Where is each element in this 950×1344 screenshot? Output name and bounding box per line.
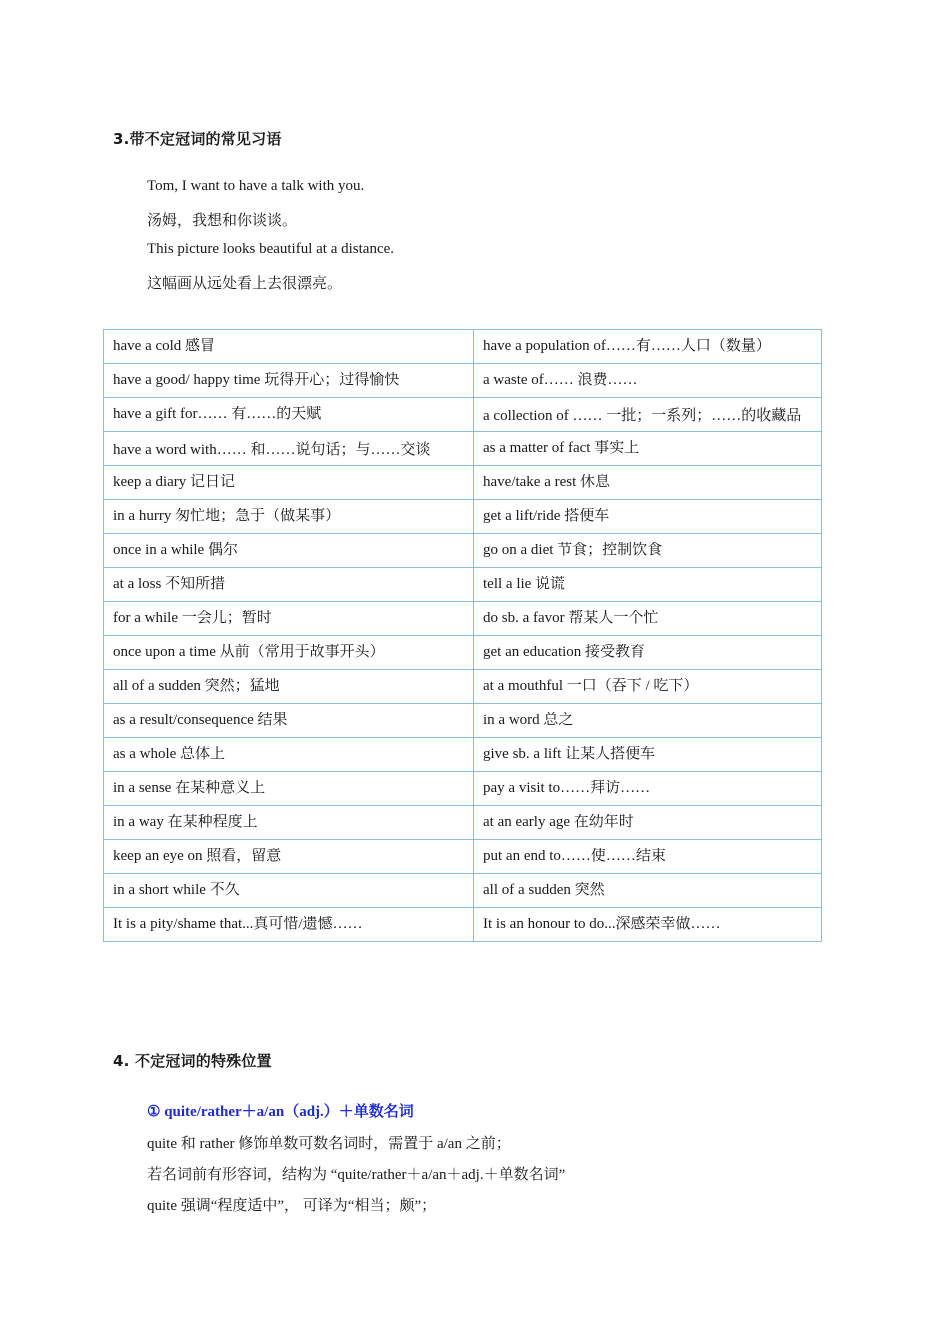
table-row <box>104 500 822 534</box>
idiom-cell-right <box>474 432 822 466</box>
table-row <box>104 670 822 704</box>
idiom-text: give sb. a lift 让某人搭便车 <box>483 746 656 762</box>
section-4-heading: 4. 不定冠词的特殊位置 <box>113 1052 272 1070</box>
idiom-table-body <box>104 330 822 942</box>
idiom-text: in a word 总之 <box>483 712 574 728</box>
idiom-cell-right <box>474 364 822 398</box>
idiom-text: put an end to……使……结束 <box>483 848 666 864</box>
idiom-text: get an education 接受教育 <box>483 644 646 660</box>
idiom-text: get a lift/ride 搭便车 <box>483 508 610 524</box>
idiom-text: at an early age 在幼年时 <box>483 814 634 830</box>
table-row <box>104 704 822 738</box>
table-row <box>104 398 822 432</box>
section-4-subheading: ① quite/rather＋a/an（adj.）＋单数名词 <box>147 1104 414 1120</box>
idiom-text: a collection of …… 一批；一系列；……的收藏品 <box>483 408 802 424</box>
idiom-cell-right <box>474 806 822 840</box>
table-row <box>104 840 822 874</box>
idiom-text: in a way 在某种程度上 <box>113 814 258 830</box>
idiom-cell-left <box>104 636 474 670</box>
idiom-cell-right <box>474 636 822 670</box>
table-row <box>104 568 822 602</box>
idiom-cell-right <box>474 602 822 636</box>
table-row <box>104 466 822 500</box>
idiom-text: in a hurry 匆忙地；急于（做某事） <box>113 508 341 524</box>
idiom-cell-right <box>474 534 822 568</box>
idiom-cell-left <box>104 568 474 602</box>
example-sentence-en-2: This picture looks beautiful at a distance. <box>147 241 395 257</box>
idiom-cell-left <box>104 330 474 364</box>
idiom-text: a waste of…… 浪费…… <box>483 372 638 388</box>
idiom-text: once upon a time 从前（常用于故事开头） <box>113 644 385 660</box>
idiom-text: in a sense 在某种意义上 <box>113 780 266 796</box>
idiom-text: for a while 一会儿；暂时 <box>113 610 272 626</box>
idiom-cell-right <box>474 840 822 874</box>
idiom-text: tell a lie 说谎 <box>483 576 566 592</box>
table-row <box>104 738 822 772</box>
idiom-text: go on a diet 节食；控制饮食 <box>483 542 663 558</box>
idiom-cell-right <box>474 704 822 738</box>
explanation-line-1: quite 和 rather 修饰单数可数名词时，需置于 a/an 之前； <box>147 1136 511 1152</box>
idiom-text: keep an eye on 照看，留意 <box>113 848 282 864</box>
idiom-cell-right <box>474 670 822 704</box>
idiom-text: have a gift for…… 有……的天赋 <box>113 406 322 422</box>
idiom-cell-left <box>104 364 474 398</box>
idiom-cell-right <box>474 500 822 534</box>
idiom-text: It is a pity/shame that...真可惜/遗憾…… <box>113 916 363 932</box>
idiom-text: have a good/ happy time 玩得开心；过得愉快 <box>113 372 400 388</box>
idiom-cell-right <box>474 738 822 772</box>
table-row <box>104 908 822 942</box>
idiom-cell-left <box>104 534 474 568</box>
idiom-text: pay a visit to……拜访…… <box>483 780 651 796</box>
idiom-text: have a word with…… 和……说句话；与……交谈 <box>113 442 431 458</box>
idiom-cell-left <box>104 738 474 772</box>
explanation-line-3: quite 强调“程度适中”， 可译为“相当；颇”； <box>147 1198 437 1214</box>
idiom-cell-left <box>104 704 474 738</box>
idiom-text: at a mouthful 一口（吞下 / 吃下） <box>483 678 699 694</box>
example-sentence-zh-1: 汤姆，我想和你谈谈。 <box>147 213 298 229</box>
idiom-cell-right <box>474 772 822 806</box>
idiom-text: at a loss 不知所措 <box>113 576 226 592</box>
idiom-cell-left <box>104 602 474 636</box>
idiom-cell-left <box>104 670 474 704</box>
idiom-cell-left <box>104 840 474 874</box>
idiom-cell-left <box>104 466 474 500</box>
example-sentence-zh-2: 这幅画从远处看上去很漂亮。 <box>147 276 343 292</box>
table-row <box>104 806 822 840</box>
table-row <box>104 602 822 636</box>
idiom-table <box>103 329 822 942</box>
table-row <box>104 772 822 806</box>
table-row <box>104 534 822 568</box>
idiom-cell-right <box>474 330 822 364</box>
explanation-line-2: 若名词前有形容词，结构为 “quite/rather＋a/an＋adj.＋单数名词” <box>147 1167 566 1183</box>
idiom-text: all of a sudden 突然；猛地 <box>113 678 280 694</box>
table-row <box>104 432 822 466</box>
table-row <box>104 636 822 670</box>
idiom-cell-right <box>474 466 822 500</box>
idiom-cell-left <box>104 772 474 806</box>
idiom-cell-left <box>104 500 474 534</box>
idiom-cell-right <box>474 874 822 908</box>
table-row <box>104 874 822 908</box>
idiom-cell-left <box>104 908 474 942</box>
idiom-text: have a cold 感冒 <box>113 338 216 354</box>
idiom-text: have/take a rest 休息 <box>483 474 611 490</box>
idiom-cell-left <box>104 432 474 466</box>
idiom-cell-right <box>474 398 822 432</box>
idiom-cell-left <box>104 398 474 432</box>
idiom-cell-left <box>104 806 474 840</box>
idiom-text: have a population of……有……人口（数量） <box>483 338 771 354</box>
idiom-text: as a matter of fact 事实上 <box>483 440 640 456</box>
idiom-text: in a short while 不久 <box>113 882 240 898</box>
idiom-cell-left <box>104 874 474 908</box>
idiom-text: as a result/consequence 结果 <box>113 712 288 728</box>
idiom-text: as a whole 总体上 <box>113 746 226 762</box>
idiom-text: keep a diary 记日记 <box>113 474 236 490</box>
table-row <box>104 330 822 364</box>
table-row <box>104 364 822 398</box>
idiom-cell-right <box>474 568 822 602</box>
example-sentence-en-1: Tom, I want to have a talk with you. <box>147 178 365 194</box>
idiom-text: It is an honour to do...深感荣幸做…… <box>483 916 721 932</box>
idiom-text: do sb. a favor 帮某人一个忙 <box>483 610 659 626</box>
idiom-text: once in a while 偶尔 <box>113 542 238 558</box>
idiom-text: all of a sudden 突然 <box>483 882 605 898</box>
idiom-cell-right <box>474 908 822 942</box>
section-3-heading: 3.带不定冠词的常见习语 <box>113 130 282 148</box>
